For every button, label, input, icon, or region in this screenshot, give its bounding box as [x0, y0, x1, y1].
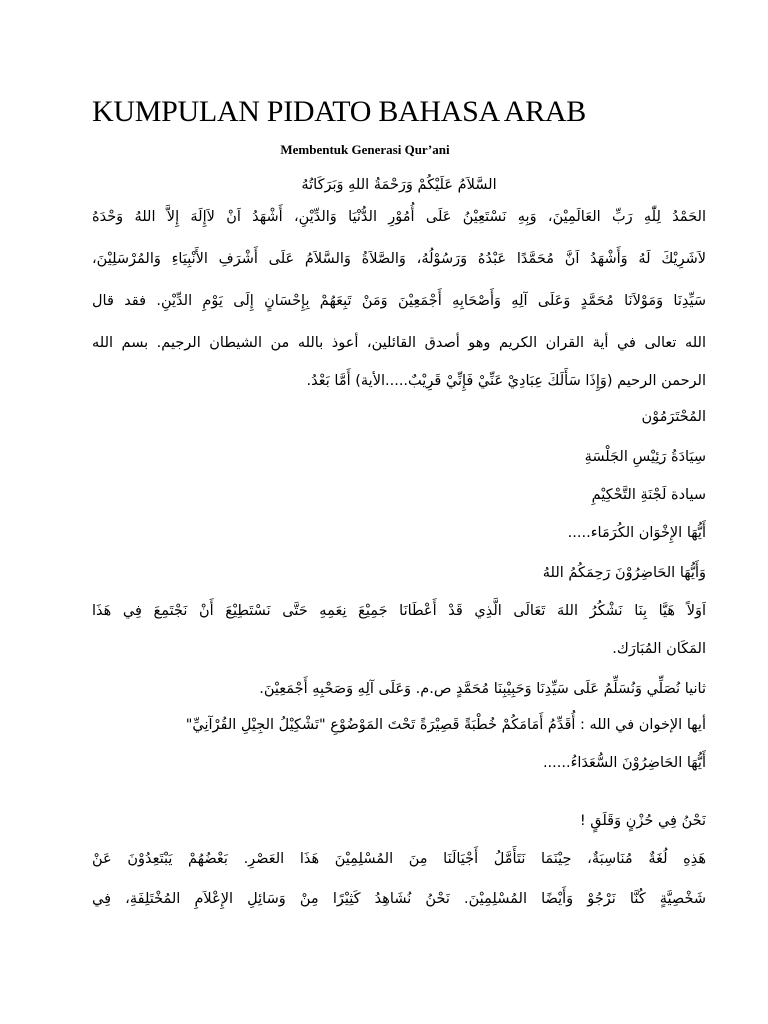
body-line: أيها الإخوان في الله : أُقَدِّمُ أَمَامَكُمْ خُطْبَةً قَصِيْرَةً تَحْتَ المَوْضُوْعِ "تَشْكِيْلُ الجِيْلِ القُرْآنِيِّ"	[185, 717, 706, 733]
closing-line: شَخْصِيَّةٍ كُنَّا نَرْجُوْ وَأَيْضًا المُسْلِمِيْنَ. نَحْنُ نُشَاهِدُ كَثِيْرًا مِنْ وَسَائِلِ الإِعْلاَمِ المُخْتَلِفَةِ، فِي	[92, 891, 706, 907]
opening-line: الحَمْدُ لِلّٰهِ رَبِّ العَالَمِيْنَ، وَبِهِ نَسْتَعِيْنُ عَلَى أُمُوْرِ الدُّنْيَا وَالدِّيْنِ، أَشْهَدُ اَنْ لاَإِلَهَ إِلاَّ اللهُ وَحْدَهُ	[92, 209, 706, 225]
address-line: سيادة لَجْنَةِ التَّحْكِيْمِ	[591, 487, 706, 503]
greeting-line: السَّلاَمُ عَلَيْكُمْ وَرَحْمَةُ اللهِ وَبَرَكَاتُهُ	[301, 177, 497, 193]
body-line: أَيُّهَا الحَاضِرُوْنَ السُّعَدَاءُ......	[542, 755, 706, 771]
address-line: سِيَادَةُ رَئِيْسِ الجَلْسَةِ	[584, 449, 706, 465]
closing-line: نَحْنُ فِي حُزْنٍ وَقَلَقٍ !	[579, 813, 706, 829]
address-line: المُحْتَرَمُوْن	[641, 409, 706, 425]
document-subtitle: Membentuk Generasi Qur’ani	[280, 142, 450, 157]
opening-line: لاَشَرِيْكَ لَهُ وَأَشْهَدُ اَنَّ مُحَمَّدًا عَبْدُهُ وَرَسُوْلُهُ، وَالصَّلاَةُ وَالسَّلاَمُ عَلَى أَشْرَفِ الأَنْبِيَاءِ وَالمُرْسَلِيْنَ،	[92, 251, 706, 267]
gratitude-line: اَوَلاً هَيَّا بِنَا نَشْكُرُ اللهَ تَعَالَى الَّذِي قَدْ أَعْطَانَا جَمِيْعَ نِعَمِهِ حَتَّى نَسْتَطِيْعَ أَنْ نَجْتَمِعَ فِي هَذَا	[92, 603, 706, 619]
body-line: ثانيا نُصَلِّي وَنُسَلِّمُ عَلَى سَيِّدِنَا وَحَبِيْبِنَا مُحَمَّدٍ ص.م. وَعَلَى آلِهِ وَصَحْبِهِ أَجْمَعِيْنَ.	[259, 681, 706, 697]
closing-line: هَذِهِ لُغَةٌ مُنَاسِبَةٌ، حِيْنَمَا نَتَأَمَّلُ أَجْيَالَنَا مِنَ المُسْلِمِيْنَ هَذَا العَصْرِ. بَعْضُهُمْ يَبْتَعِدُوْنَ عَنْ	[92, 851, 706, 867]
document-title: KUMPULAN PIDATO BAHASA ARAB	[92, 95, 586, 128]
gratitude-line: المَكَان المُبَارَك.	[612, 641, 706, 657]
opening-line: الرحمن الرحيم (وَإِذَا سَأَلَكَ عِبَادِيْ عَنِّيْ فَإِنِّيْ قَرِيْبٌ.....الأية) أَمَّا بَعْدُ.	[306, 373, 706, 389]
opening-line: سَيِّدِنَا وَمَوْلاَنَا مُحَمَّدٍ وَعَلَى آلِهِ وَأَصْحَابِهِ أَجْمَعِيْنَ وَمَنْ تَبِعَهُمْ بِإِحْسَانٍ إِلَى يَوْمِ الدِّيْنِ. فقد قال	[92, 293, 706, 309]
address-line: وَأَيُّهَا الحَاضِرُوْنَ رَحِمَكُمُ اللهُ	[542, 565, 706, 581]
opening-line: الله تعالى في أية القران الكريم وهو أصدق القائلين، أعوذ بالله من الشيطان الرجيم. بسم الله	[92, 335, 706, 351]
address-line: أَيُّهَا الإِخْوَان الكُرَمَاء.....	[567, 525, 706, 541]
